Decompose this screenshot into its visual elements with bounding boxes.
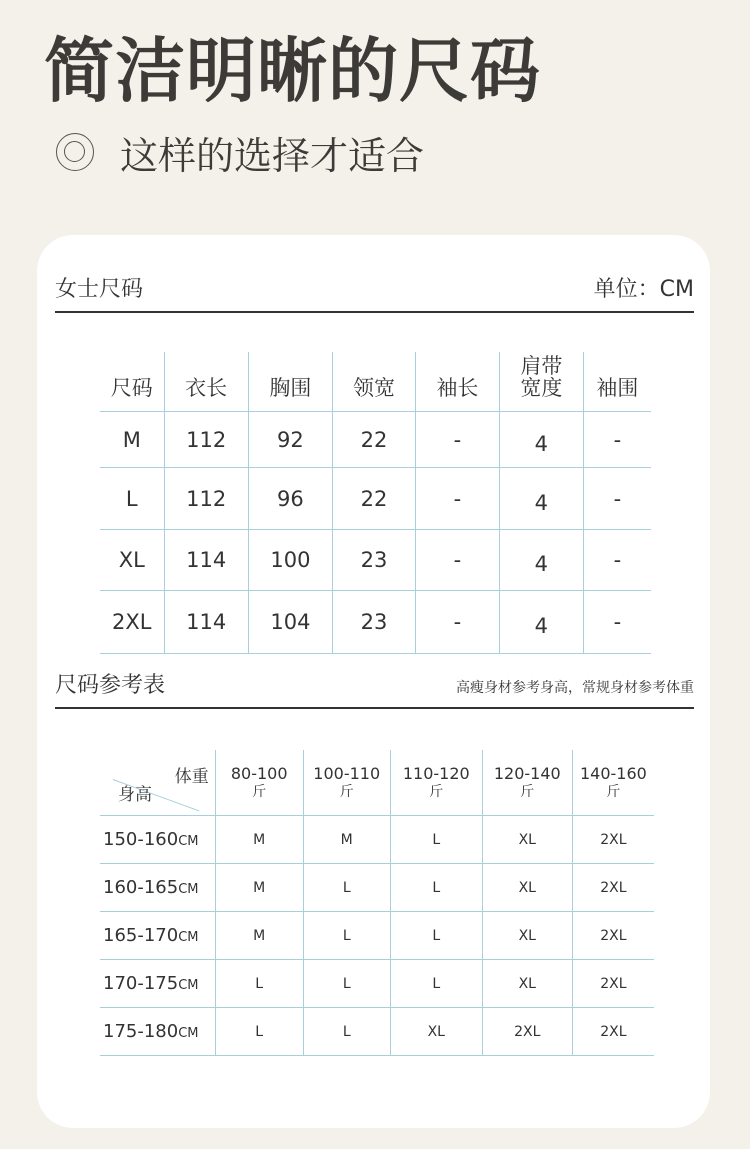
height-row-header: [100, 912, 215, 960]
height-range: 160-165: [103, 877, 179, 898]
table-cell: M: [215, 816, 303, 864]
col-sleeve-length: 袖长: [416, 352, 500, 412]
table-cell: XL: [482, 864, 572, 912]
size-card: [37, 235, 710, 1128]
table-cell: XL: [482, 912, 572, 960]
table-row: [100, 1008, 654, 1056]
weight-unit: 斤: [339, 783, 354, 800]
reference-note: 高瘦身材参考身高，常规身材参考体重: [456, 680, 694, 696]
table-cell: 23: [333, 530, 416, 591]
table-cell: 2XL: [482, 1008, 572, 1056]
table-row: [100, 530, 651, 591]
unit-label: 单位：CM: [593, 277, 694, 302]
corner-cell: [100, 750, 215, 816]
weight-col-header: [303, 750, 390, 816]
table-cell: 4: [499, 412, 583, 468]
table-cell: M: [215, 912, 303, 960]
weight-col-header: [572, 750, 654, 816]
table-cell: L: [303, 912, 390, 960]
table-cell: L: [215, 960, 303, 1008]
womens-size-header: [55, 272, 694, 313]
womens-size-table: [100, 352, 651, 654]
weight-unit: 斤: [429, 783, 444, 800]
table-cell: 2XL: [572, 960, 654, 1008]
table-row: [100, 591, 651, 654]
table-cell: -: [583, 530, 651, 591]
table-cell: -: [416, 412, 500, 468]
page-subtitle: 这样的选择才适合: [120, 133, 425, 178]
weight-col-header: [482, 750, 572, 816]
weight-unit: 斤: [520, 783, 535, 800]
subtitle-row: [56, 124, 424, 180]
table-cell: M: [215, 864, 303, 912]
weight-col-header: [390, 750, 482, 816]
table-cell: 4: [499, 591, 583, 654]
table-cell: L: [215, 1008, 303, 1056]
height-range: 175-180: [103, 1021, 179, 1042]
reference-title: 尺码参考表: [55, 673, 166, 698]
table-row: [100, 912, 654, 960]
table-cell: 2XL: [572, 1008, 654, 1056]
table-header-row: [100, 352, 651, 412]
height-unit: CM: [178, 834, 199, 849]
table-cell: XL: [482, 960, 572, 1008]
page-title: 简洁明晰的尺码: [44, 30, 541, 112]
weight-range: 80-100: [230, 763, 288, 783]
table-cell: 22: [333, 468, 416, 530]
col-length: 衣长: [164, 352, 248, 412]
weight-unit: 斤: [606, 783, 621, 800]
height-axis-label: 身高: [118, 785, 152, 805]
table-cell: -: [583, 412, 651, 468]
col-chest: 胸围: [248, 352, 332, 412]
height-unit: CM: [178, 1026, 199, 1041]
table-row: [100, 864, 654, 912]
table-cell: XL: [100, 530, 164, 591]
table-cell: 112: [164, 468, 248, 530]
table-cell: -: [416, 468, 500, 530]
table-row: [100, 816, 654, 864]
table-cell: L: [390, 816, 482, 864]
height-row-header: [100, 864, 215, 912]
height-row-header: [100, 1008, 215, 1056]
table-cell: 22: [333, 412, 416, 468]
table-cell: 2XL: [572, 864, 654, 912]
table-cell: 2XL: [100, 591, 164, 654]
col-strap-width: [499, 352, 583, 412]
weight-axis-label: 体重: [174, 767, 209, 787]
weight-range: 140-160: [579, 763, 647, 783]
table-cell: 104: [248, 591, 332, 654]
weight-range: 100-110: [313, 763, 381, 783]
col-sleeve-girth: 袖围: [583, 352, 651, 412]
table-cell: -: [583, 468, 651, 530]
height-range: 150-160: [103, 829, 179, 850]
reference-header-row: [100, 750, 654, 816]
strap-width-label: 肩带 宽度: [520, 354, 563, 400]
table-cell: L: [100, 468, 164, 530]
table-cell: -: [583, 591, 651, 654]
weight-range: 120-140: [493, 763, 561, 783]
concentric-circle-icon: [56, 133, 94, 171]
table-cell: L: [390, 912, 482, 960]
height-unit: CM: [178, 930, 199, 945]
height-row-header: [100, 816, 215, 864]
height-range: 165-170: [103, 925, 179, 946]
weight-col-header: [215, 750, 303, 816]
table-cell: L: [390, 960, 482, 1008]
table-cell: 2XL: [572, 912, 654, 960]
womens-size-title: 女士尺码: [55, 277, 144, 302]
table-cell: L: [303, 960, 390, 1008]
table-cell: L: [303, 1008, 390, 1056]
table-cell: 100: [248, 530, 332, 591]
reference-header: [55, 668, 694, 709]
col-collar: 领宽: [333, 352, 416, 412]
table-cell: -: [416, 591, 500, 654]
table-cell: 4: [499, 468, 583, 530]
height-range: 170-175: [103, 973, 179, 994]
table-cell: -: [416, 530, 500, 591]
table-cell: 92: [248, 412, 332, 468]
height-unit: CM: [178, 882, 199, 897]
weight-range: 110-120: [402, 763, 470, 783]
table-cell: 96: [248, 468, 332, 530]
reference-table: [100, 750, 654, 1056]
col-size: 尺码: [110, 376, 153, 400]
weight-unit: 斤: [252, 783, 267, 800]
table-row: [100, 960, 654, 1008]
table-cell: L: [390, 864, 482, 912]
height-row-header: [100, 960, 215, 1008]
table-cell: 114: [164, 591, 248, 654]
table-cell: 112: [164, 412, 248, 468]
table-cell: 23: [333, 591, 416, 654]
table-cell: 114: [164, 530, 248, 591]
table-cell: XL: [390, 1008, 482, 1056]
table-row: [100, 412, 651, 468]
table-cell: M: [100, 412, 164, 468]
table-row: [100, 468, 651, 530]
table-cell: L: [303, 864, 390, 912]
table-cell: 4: [499, 530, 583, 591]
table-cell: XL: [482, 816, 572, 864]
table-cell: 2XL: [572, 816, 654, 864]
height-unit: CM: [178, 978, 199, 993]
table-cell: M: [303, 816, 390, 864]
